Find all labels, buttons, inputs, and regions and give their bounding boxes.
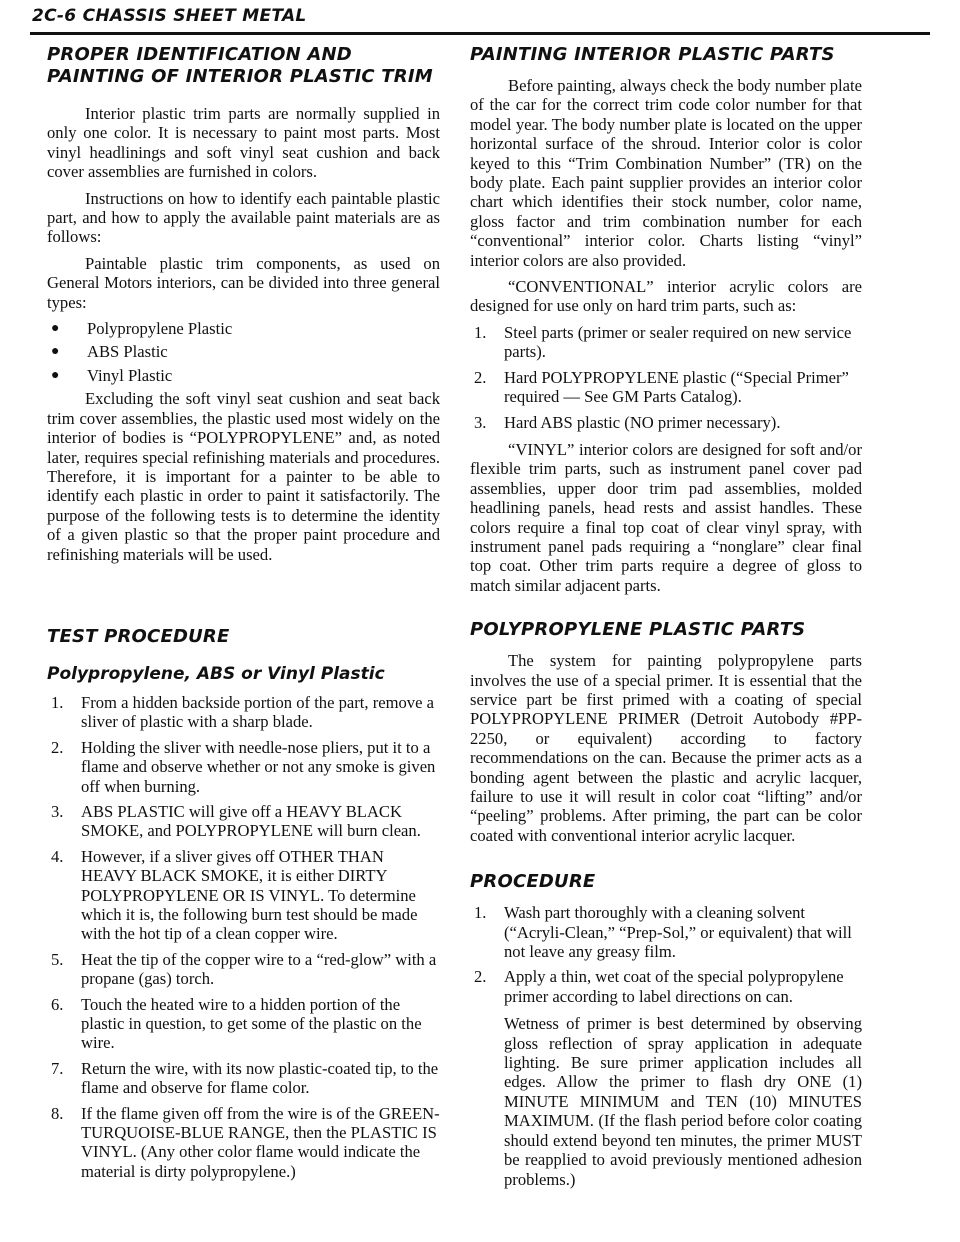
procedure-steps-list [470, 903, 862, 1006]
section-heading-polypropylene-parts: POLYPROPYLENE PLASTIC PARTS [470, 619, 806, 641]
list-item [47, 995, 440, 1053]
list-item [470, 967, 862, 1006]
step-text: ABS PLASTIC will give off a HEAVY BLACK SMOKE, and POLYPROPYLENE will burn clean. [81, 801, 421, 841]
step-number: 2. [474, 967, 487, 987]
step-number: 3. [474, 412, 487, 432]
step-number: 7. [51, 1058, 64, 1078]
paragraph: Paintable plastic trim components, as used on General Motors interiors, can be divided into three general types: [47, 253, 440, 312]
subheading-plastic-types: Polypropylene, ABS or Vinyl Plastic [47, 663, 385, 684]
step-text: Steel parts (primer or sealer required on new service parts). [504, 322, 852, 362]
step-number: 8. [51, 1103, 64, 1123]
step-number: 1. [51, 692, 64, 712]
step-number: 5. [51, 949, 64, 969]
section-heading-identification: PROPER IDENTIFICATION AND PAINTING OF INTERIOR PLASTIC TRIM [47, 44, 433, 87]
left-column [47, 44, 440, 1189]
list-item [47, 802, 440, 841]
list-item [47, 1104, 440, 1182]
step-text: Heat the tip of the copper wire to a “red-glow” with a propane (gas) torch. [81, 949, 437, 989]
paragraph: “CONVENTIONAL” interior acrylic colors are designed for use only on hard trim parts, such as: [470, 277, 862, 316]
step-number: 6. [51, 994, 64, 1014]
step-text: Holding the sliver with needle-nose pliers, put it to a flame and observe whether or not any smoke is given off when burning. [81, 737, 436, 796]
plastic-types-list [47, 319, 440, 385]
step-number: 1. [474, 903, 487, 923]
paragraph: Instructions on how to identify each paintable plastic part, and how to apply the available paint materials are as follows: [47, 188, 440, 247]
page-header [30, 2, 930, 35]
list-item [47, 738, 440, 796]
step-text: However, if a sliver gives off OTHER THAN HEAVY BLACK SMOKE, it is either DIRTY POLYPROPYLENE OR IS VINYL. To determine which it is, the following burn test should be made with the hot tip of a clean copper wire. [81, 846, 418, 944]
list-item [470, 413, 862, 432]
step-number: 1. [474, 322, 487, 342]
step-text: Apply a thin, wet coat of the special polypropylene primer according to label directions on can. [504, 967, 844, 1006]
section-heading-procedure: PROCEDURE [470, 871, 596, 893]
list-item [470, 368, 862, 407]
conventional-parts-list [470, 323, 862, 432]
paragraph: Interior plastic trim parts are normally supplied in only one color. It is necessary to paint most parts. Most vinyl headlinings and soft vinyl seat cushion and back cover assemblies are furnished in colors. [47, 104, 440, 182]
list-item: ● Vinyl Plastic [47, 366, 440, 385]
list-item [47, 693, 440, 732]
step-text: From a hidden backside portion of the part, remove a sliver of plastic with a sharp blade. [81, 692, 434, 732]
step-text: Wash part thoroughly with a cleaning solvent (“Acryli-Clean,” “Prep-Sol,” or equivalent) that will not leave any greasy film. [504, 903, 852, 962]
step-text: If the flame given off from the wire is of the GREEN-TURQUOISE-BLUE RANGE, then the PLASTIC IS VINYL. (Any other color flame would indicate the material is dirty polypropylene.) [81, 1103, 440, 1181]
list-item [47, 950, 440, 989]
step-number: 2. [474, 367, 487, 387]
step-text: Return the wire, with its now plastic-coated tip, to the flame and observe for flame color. [81, 1058, 439, 1098]
list-item [470, 323, 862, 362]
page-header-title: 2C-6 CHASSIS SHEET METAL [32, 6, 307, 26]
list-item [47, 847, 440, 944]
step-number: 2. [51, 737, 64, 757]
section-heading-test-procedure: TEST PROCEDURE [47, 625, 230, 647]
step-text: Hard POLYPROPYLENE plastic (“Special Primer” required — See GM Parts Catalog). [504, 367, 849, 407]
right-column [470, 44, 862, 1196]
step-text: Touch the heated wire to a hidden portion of the plastic in question, to get some of the plastic on the wire. [81, 994, 422, 1053]
list-item: ● Polypropylene Plastic [47, 319, 440, 338]
step-text: Hard ABS plastic (NO primer necessary). [504, 412, 781, 432]
paragraph: Before painting, always check the body number plate of the car for the correct trim code color number for that model year. The body number plate is located on the upper horizontal surface of the shroud. Interior color is color keyed to this “Trim Combination Number” (TR) on the body plate. Each paint supplier provides an interior color chart which identifies their stock number, color name, gloss factor and trim combination number for each “conventional” interior color. Charts listing “vinyl” interior colors are also provided. [470, 76, 862, 270]
paragraph: “VINYL” interior colors are designed for soft and/or flexible trim parts, such as instrument panel cover pad assemblies, upper door trim pad assemblies, molded headlining panels, head rests and assist handles. These colors require a final top coat of clear vinyl spray, with instrument panel pads requiring a “nonglare” clear final top coat. Other trim parts require a degree of gloss to match similar adjacent parts. [470, 439, 862, 595]
list-item [47, 1059, 440, 1098]
step-number: 4. [51, 846, 64, 866]
paragraph: The system for painting polypropylene parts involves the use of a special primer. It is essential that the service part be first primed with a coating of special POLYPROPYLENE PRIMER (Detroit Autobody #PP-2250, or equivalent) according to factory recommendations on the can. Because the primer acts as a bonding agent between the plastic and acrylic lacquer, failure to use it will result in color coat “lifting” and/or “peeling” problems. After priming, the part can be color coated with conventional interior acrylic lacquer. [470, 651, 862, 845]
step-number: 3. [51, 801, 64, 821]
section-heading-painting: PAINTING INTERIOR PLASTIC PARTS [470, 44, 835, 65]
test-steps-list [47, 693, 440, 1181]
procedure-note: Wetness of primer is best determined by observing gloss reflection of spray application in adequate lighting. Be sure primer application includes all edges. Allow the primer to flash dry ONE (1) MINUTE MINIMUM and TEN (10) MINUTES MAXIMUM. (If the flash period before color coating should extend beyond ten minutes, the primer MUST be reapplied to avoid previously mentioned adhesion problems.) [504, 1014, 862, 1189]
list-item [470, 903, 862, 961]
paragraph: Excluding the soft vinyl seat cushion and seat back trim cover assemblies, the plastic used most widely on the interior of bodies is “POLYPROPYLENE” and, as noted later, requires special refinishing materials and procedures. Therefore, it is important for a painter to be able to identify each plastic in order to paint it satisfactorily. The purpose of the following tests is to determine the identity of a given plastic so that the proper paint procedure and refinishing materials will be used. [47, 389, 440, 564]
list-item: ● ABS Plastic [47, 342, 440, 361]
